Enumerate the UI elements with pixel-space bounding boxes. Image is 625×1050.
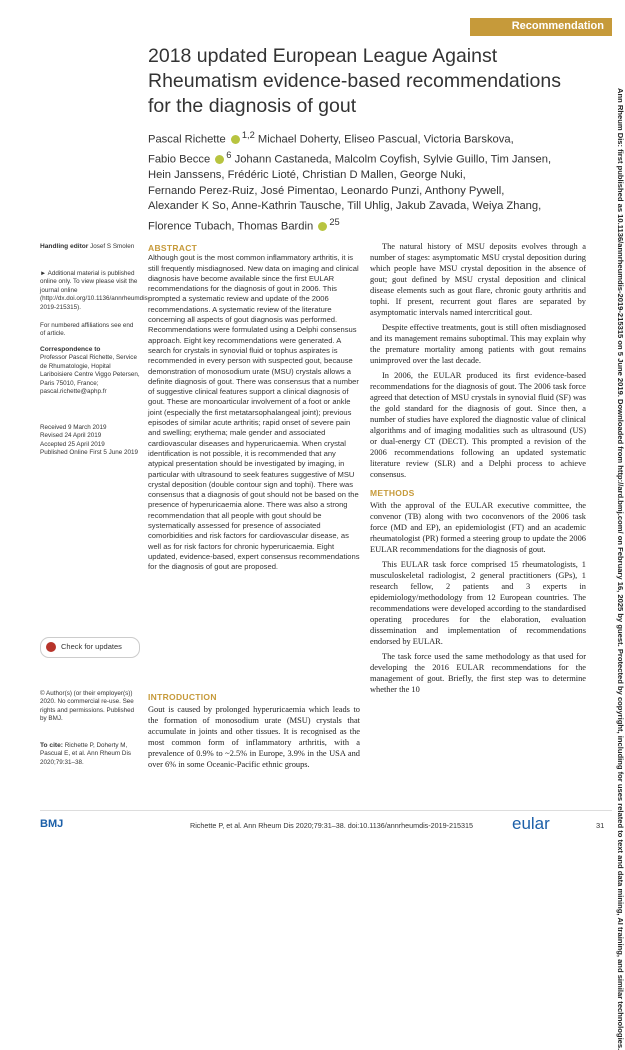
right-column: [370, 241, 586, 699]
copyright-note: © Author(s) (or their employer(s)) 2020. No commercial re-use. See rights and permissions. Published by BMJ.: [40, 690, 135, 723]
body-paragraph: With the approval of the EULAR executive committee, the convenor (TB) along with two coconvenors of the 2006 task force (MD and EP), an epidemiologist (FT) and an academic rheumatologist (PR) formed a steering group to update the 2006 EULAR recommendations for the diagnosis of gout.: [370, 501, 586, 554]
footer-citation: Richette P, et al. Ann Rheum Dis 2020;79:31–38. doi:10.1136/annrheumdis-2019-215315: [190, 821, 474, 830]
author-names: Florence Tubach, Thomas Bardin: [148, 220, 314, 233]
handling-editor-name: Josef S Smolen: [90, 243, 135, 250]
author-names: Fernando Perez-Ruiz, José Pimentao, Leonardo Punzi, Anthony Pywell,: [148, 184, 505, 197]
download-banner: [613, 88, 625, 1050]
author-names: Michael Doherty, Eliseo Pascual, Victoria Barskova,: [257, 133, 514, 146]
download-banner-text[interactable]: Ann Rheum Dis: first published as 10.1136/annrheumdis-2019-215315 on 5 June 2019. Downloaded from http://ard.bmj.com/ on February 16, 2025 by guest. Protected by copyright, including for uses related to text and data mining, AI training, and similar technologies.: [616, 88, 625, 1050]
handling-editor: [40, 243, 140, 251]
handling-editor-label: Handling editor: [40, 243, 89, 250]
page-number: 31: [596, 821, 605, 830]
article-title: 2018 updated European League Against Rheumatism evidence-based recommendations for the diagnosis of gout: [148, 45, 561, 117]
author-list: Pascal Richette $^{1,2}$ Michael Doherty, Eliseo Pascual, Victoria Barskova, Fabio Becce $^6$ Johann Castaneda, Malcolm Coyfish, Sylvie Guillo, Tim Jansen, Hein Janssens, Frédéric Lioté, Christian D Mallen, George Nuki, Fernando Perez-Ruiz, José Pimentao, Leonardo Punzi, Anthony Pywell, Alexander K So, Anne-Kathrin Tausche, Till Uhlig, Jakub Zavada, Weiya Zhang, Florence Tubach, Thomas Bardin $^{25}$: [148, 130, 552, 233]
cite-text: Richette P, Doherty M, Pascual E, et al. Ann Rheum Dis 2020;79:31–38.: [40, 742, 132, 766]
article-type-label: Recommendation: [511, 20, 604, 32]
body-paragraph: The natural history of MSU deposits evolves through a number of stages: asymptomatic MSU crystal deposition during which people have MSU crystal deposition in the absence of gout; gout defined by MSU crystal deposition and clinical disease elements such as gout flare, chronic gouty arthritis and tophi. If present, recurrent gout flares are separated by asymptomatic intervals named intercritical gout.: [370, 242, 586, 317]
orcid-icon[interactable]: [231, 135, 240, 144]
introduction-section: [148, 692, 360, 770]
orcid-icon[interactable]: [215, 155, 224, 164]
body-paragraph: The task force used the same methodology as that used for developing the 2016 EULAR recommendations for the management of gout. Briefly, the first step was to determine whether the 10: [370, 652, 586, 694]
cite-label: To cite:: [40, 742, 63, 749]
affiliations-note: For numbered affiliations see end of article.: [40, 322, 134, 338]
footer-divider: [40, 810, 612, 811]
article-dates: [40, 424, 140, 458]
author-name[interactable]: Pascal Richette: [148, 133, 226, 146]
correspondence-label: Correspondence to: [40, 346, 101, 353]
date-received: Received 9 March 2019: [40, 424, 107, 431]
correspondence: [40, 346, 140, 396]
author-names: Alexander K So, Anne-Kathrin Tausche, Till Uhlig, Jakub Zavada, Weiya Zhang,: [148, 200, 542, 213]
article-type-banner: [470, 18, 612, 36]
date-published: Published Online First 5 June 2019: [40, 449, 139, 457]
methods-heading: METHODS: [370, 488, 415, 498]
additional-material-note[interactable]: ► Additional material is published online only. To view please visit the journal online (http://dx.doi.org/10.1136/annrheumdis-2019-215315).: [40, 270, 150, 311]
author-names: Hein Janssens, Frédéric Lioté, Christian D Mallen, George Nuki,: [148, 169, 466, 182]
body-paragraph: This EULAR task force comprised 15 rheumatologists, 1 musculoskeletal radiologist, 2 general practitioners (GPs), 1 research fellow, 2 patients and 3 experts in epidemiology/methodology from 12 European countries. The recommendations were developed according to the standardised operating procedures for the elaboration, evaluation dissemination and implementation of recommendations endorsed by EULAR.: [370, 560, 586, 646]
bmj-logo: BMJ: [40, 818, 64, 830]
abstract-text: Although gout is the most common inflammatory arthritis, it is still frequently misdiagnosed. New data on imaging and clinical diagnosis have become available since the first EULAR recommendations for the diagnosis of gout in 2006. This prompted a systematic review and update of the 2006 recommendations. A systematic review of the literature concerning all aspects of gout diagnosis was performed. Recommendations were formulated using a Delphi consensus approach. Eight key recommendations were generated. A search for crystals in synovial fluid or tophus aspirates is recommended in every person with suspected gout, because demonstration of monosodium urate (MSU) crystals allows a definite diagnosis of gout. There was consensus that a number of suggestive clinical features support a clinical diagnosis of gout. These are monoarticular involvement of a foot or ankle joint (especially the first metatarsophalangeal joint); previous episodes of similar acute arthritis; rapid onset of severe pain and swelling; erythema; male gender and associated cardiovascular diseases and hyperuricaemia. When crystal identification is not possible, it is recommended that any atypical presentation should be investigated by imaging, in particular with ultrasound to seek features suggestive of MSU crystal deposition (double contour sign and tophi). There was consensus that a diagnosis of gout should not be based on the presence of hyperuricaemia alone. There was also a strong recommendation that all people with gout should be systematically assessed for presence of associated comorbidities and risk factors for cardiovascular disease, as well as for risk factors for chronic hyperuricaemia. Eight updated, evidence-based, expert consensus recommendations for the diagnosis of gout are proposed.: [148, 253, 360, 572]
body-paragraph: In 2006, the EULAR produced its first evidence-based recommendations for the diagnosis of gout. The 2006 task force agreed that detection of MSU crystals in synovial fluid (SF) was the gold standard for the diagnosis of gout. Since then, a number of studies have explored the diagnostic value of clinical algorithms and of imaging modalities such as ultrasound (US) or dual-energy CT (DECT). This prompted a revision of the 2006 recommendations following an updated systematic literature review (SLR) and a Delphi process to achieve consensus.: [370, 371, 586, 479]
check-updates-label: Check for updates: [61, 642, 122, 651]
date-accepted: Accepted 25 April 2019: [40, 440, 105, 448]
date-revised: Revised 24 April 2019: [40, 432, 102, 440]
author-name[interactable]: Fabio Becce: [148, 153, 211, 166]
orcid-icon[interactable]: [318, 222, 327, 231]
correspondence-address: Professor Pascal Richette, Service de Rhumatologie, Hopital Lariboisiere Centre Viggo Petersen, Paris 75010, France; pascal.richette@aphp.fr: [40, 354, 140, 396]
introduction-text: Gout is caused by prolonged hyperuricaemia which leads to the formation of monosodium urate (MSU) crystals that accumulate in joints and other tissues. It is recognised as the most common form of inflammatory arthritis, with a prevalence of 0.9% to ~2.5% in Europe, 3.9% in the USA and over 6% in some Oceanic-Pacific ethnic groups.: [148, 705, 360, 769]
abstract-heading: ABSTRACT: [148, 243, 198, 253]
introduction-heading: INTRODUCTION: [148, 692, 217, 702]
body-paragraph: Despite effective treatments, gout is still often misdiagnosed and its management remains suboptimal. This may explain why the premature mortality among patients with gout remains unimproved over the last decade.: [370, 323, 586, 365]
crossmark-icon: [46, 642, 56, 652]
citation-note: [40, 742, 140, 767]
check-for-updates-button[interactable]: [40, 637, 140, 658]
author-names: Johann Castaneda, Malcolm Coyfish, Sylvie Guillo, Tim Jansen,: [234, 153, 552, 166]
abstract: [148, 243, 360, 573]
eular-logo: eular: [512, 814, 550, 833]
